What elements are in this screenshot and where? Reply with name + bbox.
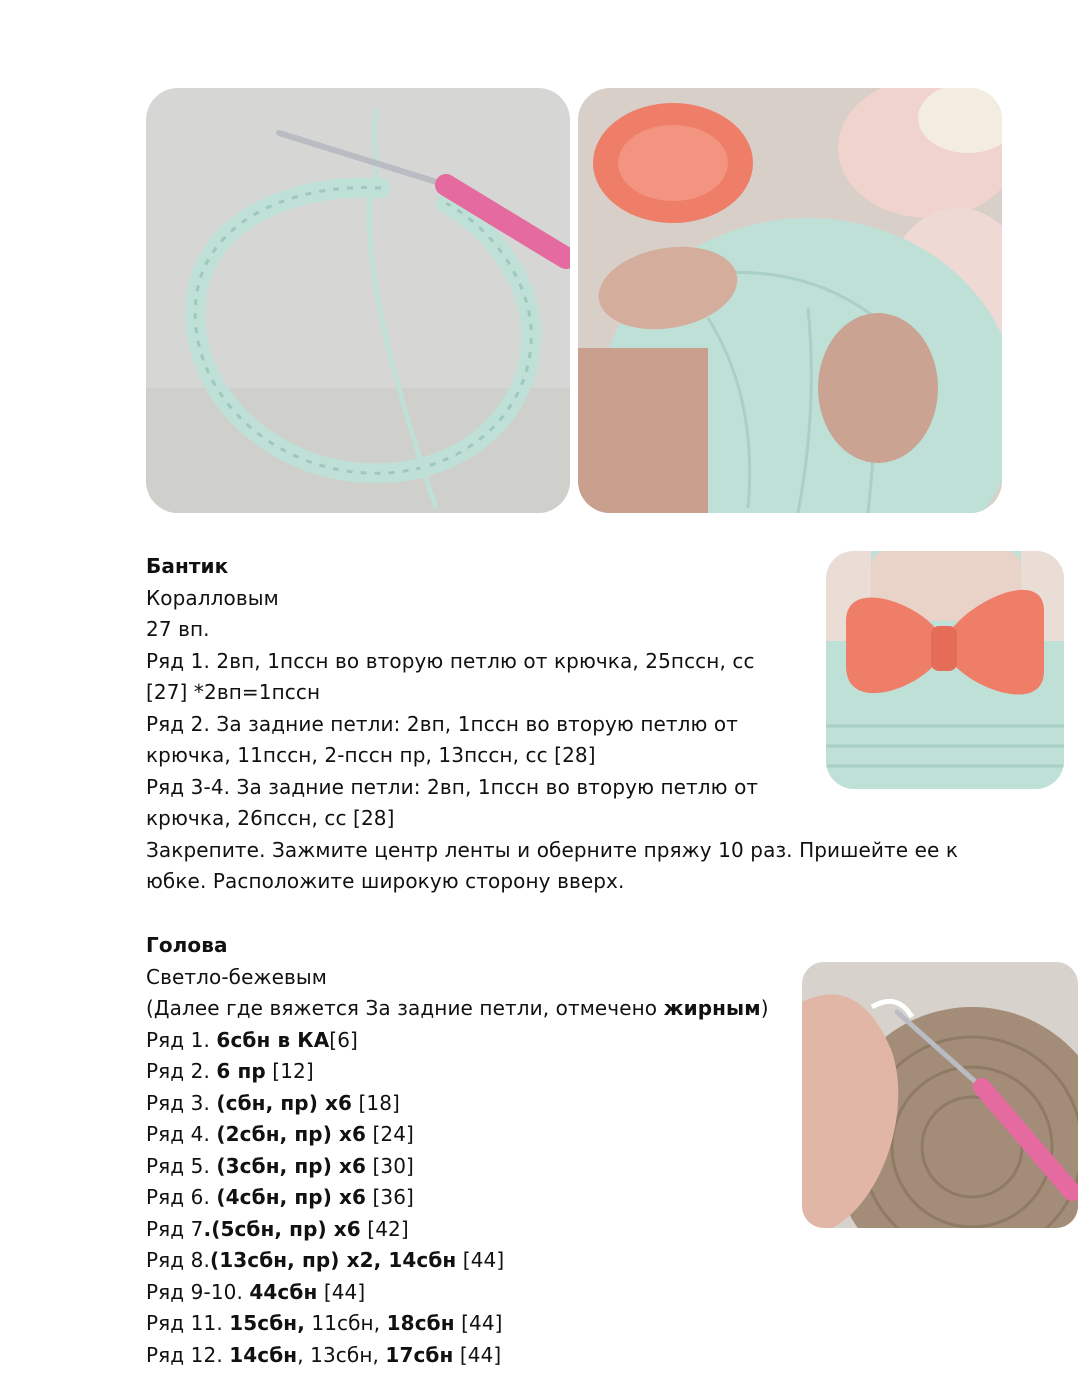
head-row: Ряд 5. (3сбн, пр) х6 [30] — [146, 1153, 414, 1178]
bow-finish-a: Закрепите. Зажмите центр ленты и оберните пряжу 10 раз. Пришейте ее к — [146, 837, 959, 862]
head-row: Ряд 7.(5сбн, пр) х6 [42] — [146, 1216, 409, 1241]
crochet-chain-photo — [146, 88, 570, 513]
head-row-12: Ряд 12. 14сбн, 13сбн, 17сбн [44] — [146, 1342, 502, 1367]
bow-section — [146, 551, 986, 898]
head-note: (Далее где вяжется За задние петли, отмечено жирным) — [146, 996, 769, 1020]
bow-row-34b: крючка, 26пссн, сс [28] — [146, 806, 395, 830]
head-section — [146, 930, 796, 1371]
head-row: Ряд 9-10. 44сбн [44] — [146, 1279, 366, 1304]
head-row: Ряд 4. (2сбн, пр) х6 [24] — [146, 1122, 414, 1146]
bow-row-1a: Ряд 1. 2вп, 1пссн во вторую петлю от крючка, 25пссн, сс — [146, 648, 755, 673]
head-row: Ряд 8.(13сбн, пр) х2, 14сбн [44] — [146, 1248, 505, 1272]
head-row: Ряд 2. 6 пр [12] — [146, 1059, 314, 1083]
skirt-gathering-photo — [578, 88, 1002, 513]
bow-row-2a: Ряд 2. За задние петли: 2вп, 1пссн во вторую петлю от — [146, 711, 739, 736]
bow-finish-b: юбке. Расположите широкую сторону вверх. — [146, 869, 625, 893]
head-row-11: Ряд 11. 15сбн, 11сбн, 18сбн [44] — [146, 1311, 503, 1335]
bow-row-1b: [27] *2вп=1пссн — [146, 680, 321, 704]
head-row: Ряд 1. 6сбн в КА[6] — [146, 1027, 358, 1052]
bow-color: Коралловым — [146, 585, 279, 610]
bow-row-2b: крючка, 11пссн, 2-пссн пр, 13пссн, сс [28] — [146, 743, 596, 767]
head-row: Ряд 6. (4сбн, пр) х6 [36] — [146, 1185, 414, 1209]
head-title: Голова — [146, 933, 228, 957]
head-color: Светло-бежевым — [146, 964, 327, 989]
head-row: Ряд 3. (сбн, пр) х6 [18] — [146, 1090, 400, 1115]
bow-title: Бантик — [146, 554, 229, 578]
head-ball-photo — [802, 962, 1078, 1228]
bow-row-34a: Ряд 3-4. За задние петли: 2вп, 1пссн во вторую петлю от — [146, 774, 759, 799]
bow-chain: 27 вп. — [146, 617, 210, 641]
